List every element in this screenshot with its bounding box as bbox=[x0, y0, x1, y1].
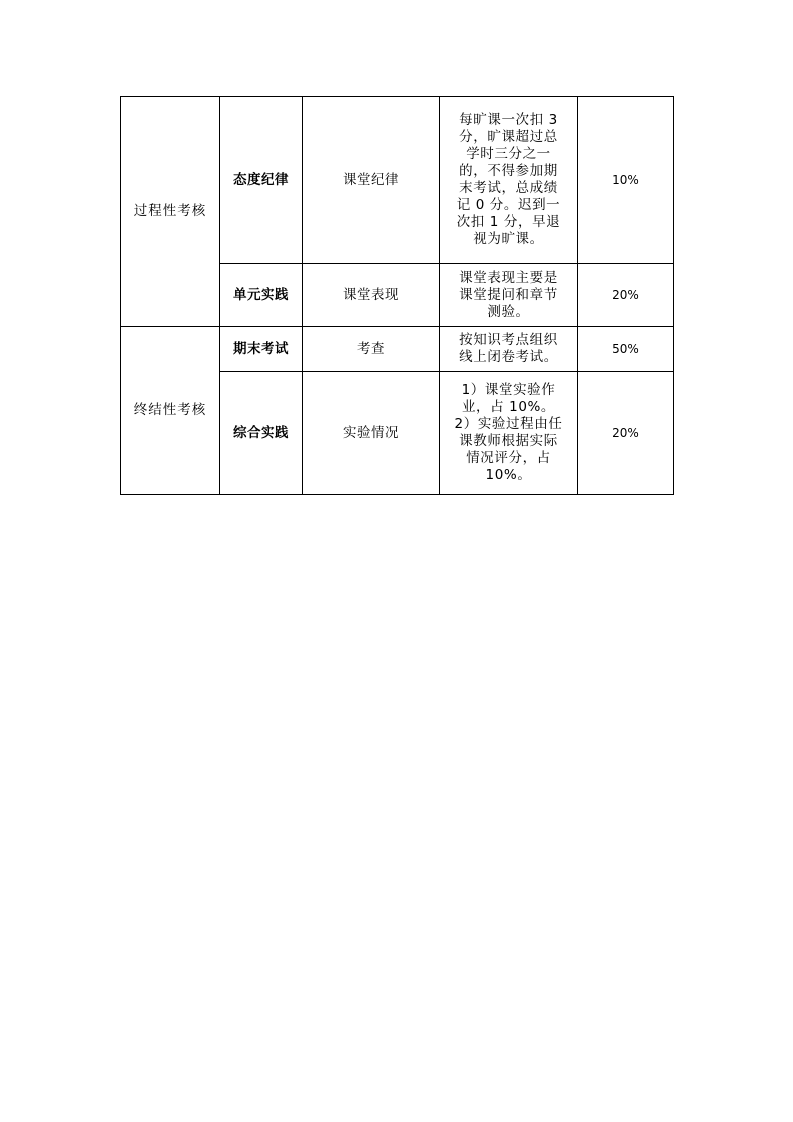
description-line: 学时三分之一 bbox=[466, 146, 551, 162]
description-cell bbox=[440, 264, 578, 327]
description-line: 情况评分，占 bbox=[466, 450, 551, 466]
weight-cell: 20% bbox=[578, 264, 674, 327]
description-line: 10%。 bbox=[485, 467, 532, 483]
category-cell: 过程性考核 bbox=[121, 97, 220, 327]
table-row bbox=[121, 97, 674, 264]
description-line: 每旷课一次扣 3 bbox=[459, 112, 558, 128]
description-line: 课堂表现主要是 bbox=[459, 269, 558, 286]
assessment-content-cell: 课堂表现 bbox=[303, 264, 440, 327]
description-cell bbox=[440, 372, 578, 495]
assessment-content-cell: 实验情况 bbox=[303, 372, 440, 495]
assessment-item-cell: 态度纪律 bbox=[220, 97, 303, 264]
assessment-item-cell: 综合实践 bbox=[220, 372, 303, 495]
assessment-content-cell: 课堂纪律 bbox=[303, 97, 440, 264]
description-line: 分，旷课超过总 bbox=[459, 129, 558, 145]
description-line: 2）实验过程由任 bbox=[454, 416, 563, 432]
table-row bbox=[121, 327, 674, 372]
description-line: 课堂提问和章节 bbox=[459, 286, 558, 303]
description-line: 次扣 1 分，早退 bbox=[456, 214, 561, 230]
description-line: 线上闭卷考试。 bbox=[459, 349, 558, 365]
description-line: 按知识考点组织 bbox=[459, 332, 558, 348]
description-line: 业，占 10%。 bbox=[461, 399, 556, 415]
description-line: 1）课堂实验作 bbox=[461, 382, 556, 398]
weight-cell: 10% bbox=[578, 97, 674, 264]
assessment-item-cell: 单元实践 bbox=[220, 264, 303, 327]
assessment-table bbox=[120, 96, 674, 495]
description-line: 视为旷课。 bbox=[473, 231, 544, 247]
description-cell bbox=[440, 327, 578, 372]
weight-cell: 20% bbox=[578, 372, 674, 495]
assessment-item-cell: 期末考试 bbox=[220, 327, 303, 372]
description-line: 的，不得参加期 bbox=[459, 163, 558, 179]
description-line: 测验。 bbox=[487, 303, 530, 320]
description-cell bbox=[440, 97, 578, 264]
description-line: 课教师根据实际 bbox=[459, 433, 558, 449]
description-line: 末考试，总成绩 bbox=[459, 180, 558, 196]
category-cell: 终结性考核 bbox=[121, 327, 220, 495]
description-line: 记 0 分。迟到一 bbox=[456, 197, 561, 213]
weight-cell: 50% bbox=[578, 327, 674, 372]
assessment-content-cell: 考查 bbox=[303, 327, 440, 372]
